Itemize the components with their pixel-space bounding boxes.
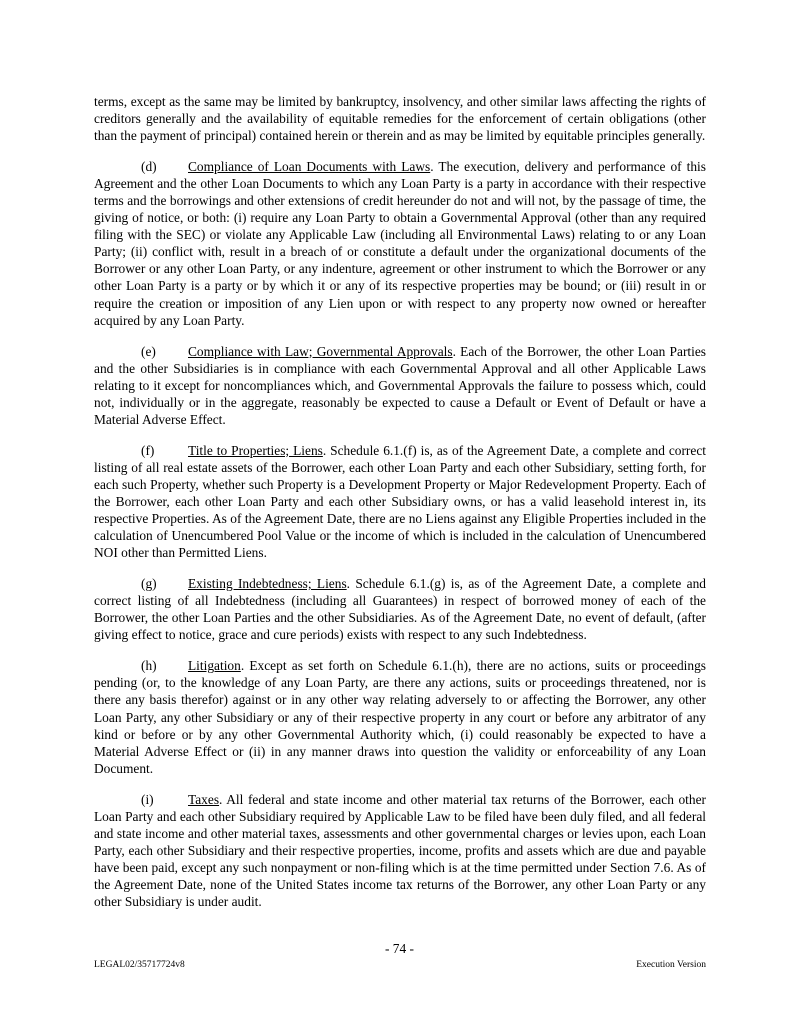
intro-paragraph: terms, except as the same may be limited by bankruptcy, insolvency, and other similar laws affecting the rights of creditors generally and the availability of equitable remedies for the enforcement of certain obligations (other than the payment of principal) contained herein or therein and as may be limited by equitable principles generally.	[94, 94, 706, 144]
section-number: (f)	[141, 442, 155, 458]
section-text: . Except as set forth on Schedule 6.1.(h), there are no actions, suits or proceedings pending (or, to the knowledge of any Loan Party, are there any actions, suits or proceedings threatened, nor is there any basis therefor) against or in any other way relating adversely to or affecting the Borrower, any other Loan Party, any other Subsidiary or any of their respective property in any court or before any arbitrator of any kind or before or by any other Governmental Authority which, (i) could reasonably be expected to have a Material Adverse Effect or (ii) in any manner draws into question the validity or enforceability of any Loan Document.	[94, 658, 706, 776]
section-heading: Litigation	[188, 658, 241, 674]
section-text: . All federal and state income and other material tax returns of the Borrower, each other Loan Party and each other Subsidiary required by Applicable Law to be filed have been duly filed, and all federal and state income and other material taxes, assessments and other governmental charges or levies upon, each Loan Party, each other Subsidiary and their respective properties, income, profits and assets which are due and payable have been paid, except any such nonpayment or non-filing which is at the time permitted under Section 7.6. As of the Agreement Date, none of the United States income tax returns of the Borrower, any other Loan Party or any other Subsidiary is under audit.	[94, 791, 706, 909]
document-id: LEGAL02/35717724v8	[94, 960, 185, 970]
document-body	[94, 93, 706, 924]
page-number: - 74 -	[384, 941, 414, 956]
section-number: (g)	[141, 576, 157, 592]
version-label: Execution Version	[636, 960, 706, 970]
section-text: . Each of the Borrower, the other Loan Parties and the other Subsidiaries is in compliance with each Governmental Approval and all other Applicable Laws relating to it except for noncompliances which, and Governmental Approvals the failure to possess which, could not, individually or in the aggregate, reasonably be expected to cause a Default or Event of Default or have a Material Adverse Effect.	[94, 343, 706, 427]
section-d	[94, 158, 706, 328]
section-number: (i)	[141, 791, 154, 807]
section-i	[94, 791, 706, 910]
section-number: (e)	[141, 343, 156, 359]
section-heading: Taxes	[188, 791, 220, 807]
section-text: . Schedule 6.1.(g) is, as of the Agreement Date, a complete and correct listing of all Indebtedness (including all Guarantees) in respect of borrowed money of each of the Borrower, the other Loan Parties and the other Subsidiaries. As of the Agreement Date, no event of default, (after giving effect to notice, grace and cure periods) exists with respect to any such Indebtedness.	[94, 576, 706, 643]
section-g	[94, 575, 706, 643]
section-h	[94, 657, 706, 776]
section-text: . Schedule 6.1.(f) is, as of the Agreement Date, a complete and correct listing of all real estate assets of the Borrower, each other Loan Party and each other Subsidiary, setting forth, for each such Property, whether such Property is a Development Property or Major Redevelopment Property. Each of the Borrower, each other Loan Party and each other Subsidiary owns, or has a valid leasehold interest in, its respective Properties. As of the Agreement Date, there are no Liens against any Eligible Properties included in the calculation of Unencumbered Pool Value or the income of which is included in the calculation of Unencumbered NOI other than Permitted Liens.	[94, 442, 707, 561]
section-number: (h)	[141, 658, 157, 674]
section-heading: Existing Indebtedness; Liens	[188, 576, 347, 592]
section-text: . The execution, delivery and performance of this Agreement and the other Loan Documents to which any Loan Party is a party in accordance with their respective terms and the borrowings and other extensions of credit hereunder do not and will not, by the passage of time, the giving of notice, or both: (i) require any Loan Party to obtain a Governmental Approval (other than any required filing with the SEC) or violate any Applicable Law (including all Environmental Laws) relating to or any Loan Party; (ii) conflict with, result in a breach of or constitute a default under the organizational documents of the Borrower or any other Loan Party, or any indenture, agreement or other instrument to which the Borrower or any other Loan Party is a party or by which it or any of its respective properties may be bound; or (iii) result in or require the creation or imposition of any Lien upon or with respect to any property now owned or hereafter acquired by any Loan Party.	[94, 159, 706, 328]
section-heading: Compliance of Loan Documents with Laws	[188, 159, 431, 175]
section-f	[94, 442, 706, 561]
section-heading: Title to Properties; Liens	[188, 442, 323, 458]
section-number: (d)	[141, 159, 157, 175]
section-heading: Compliance with Law; Governmental Approvals	[188, 343, 453, 359]
section-e	[94, 343, 706, 428]
